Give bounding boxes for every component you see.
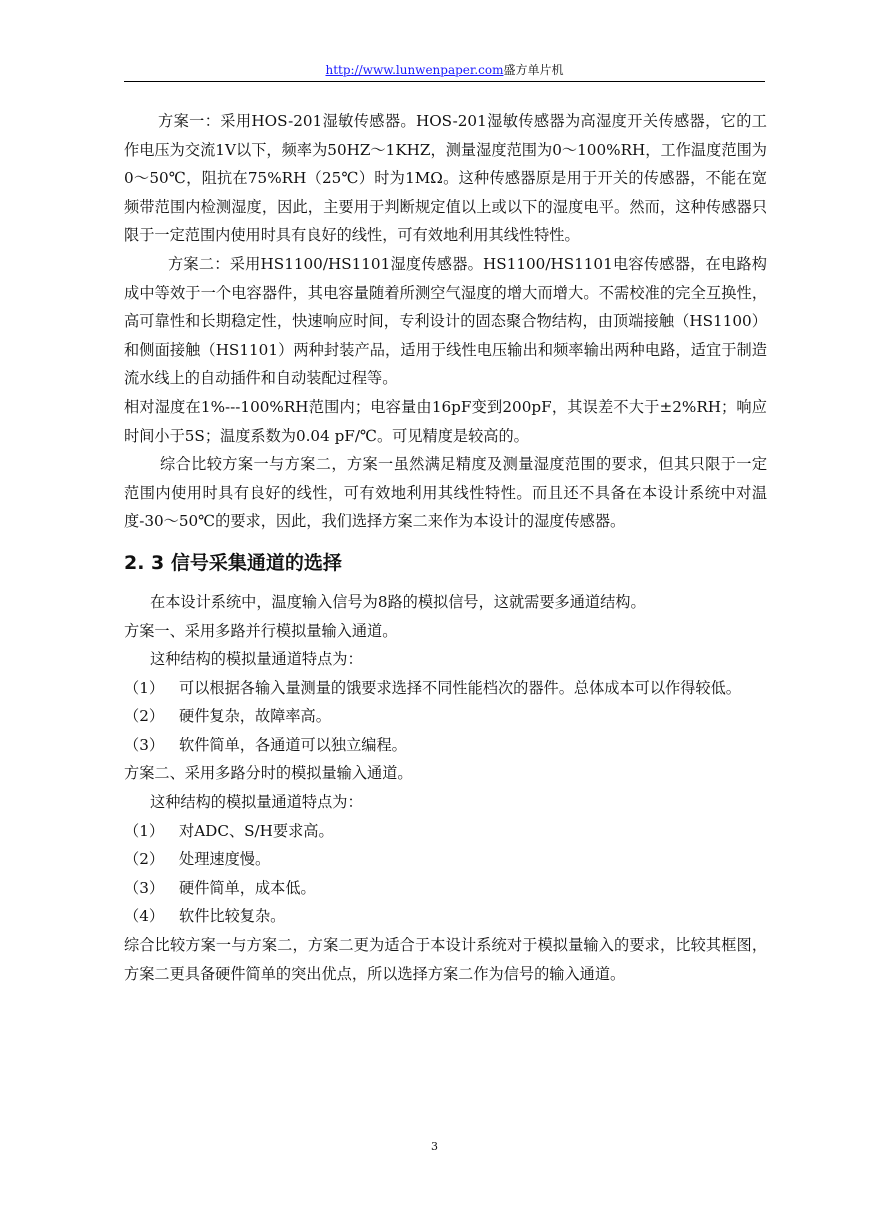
paragraph-scheme-one-humidity: 方案一：采用HOS-201湿敏传感器。HOS-201湿敏传感器为高湿度开关传感器，它的工作电压为交流1V以下，频率为50HZ～1KHZ，测量湿度范围为0～100%RH，工作温度范围为0～50℃，阻抗在75%RH（25℃）时为1MΩ。这种传感器原是用于开关的传感器，不能在宽频带范围内检测湿度，因此，主要用于判断规定值以上或以下的湿度电平。然而，这种传感器只限于一定范围内使用时具有良好的线性，可有效地利用其线性特性。 <box>124 112 767 245</box>
list-item-number: （4） <box>124 907 165 926</box>
list-item-text: 硬件简单，成本低。 <box>179 878 316 897</box>
list-item-text: 软件比较复杂。 <box>179 907 286 926</box>
list-item <box>124 874 767 903</box>
scheme-one-title: 方案一、采用多路并行模拟量输入通道。 <box>124 621 398 640</box>
list-item-text: 处理速度慢。 <box>179 850 271 869</box>
list-item-text: 对ADC、S/H要求高。 <box>179 821 334 840</box>
list-item-number: （3） <box>124 878 165 897</box>
list-item-number: （2） <box>124 707 165 726</box>
header-site-name: 盛方单片机 <box>503 63 564 77</box>
list-item <box>124 845 767 874</box>
paragraph-conclusion: 综合比较方案一与方案二，方案二更为适合于本设计系统对于模拟量输入的要求，比较其框图，方案二更具备硬件简单的突出优点，所以选择方案二作为信号的输入通道。 <box>124 936 767 983</box>
scheme-one-lead: 这种结构的模拟量通道特点为： <box>150 650 363 669</box>
section-heading: 2. 3 信号采集通道的选择 <box>124 551 342 574</box>
scheme-two-lead: 这种结构的模拟量通道特点为： <box>150 793 363 812</box>
list-item-text: 可以根据各输入量测量的饿要求选择不同性能档次的器件。总体成本可以作得较低。 <box>179 678 741 697</box>
document-body <box>124 107 767 988</box>
paragraph-humidity-specs: 相对湿度在1%---100%RH范围内；电容量由16pF变到200pF，其误差不大于±2%RH；响应时间小于5S；温度系数为0.04 pF/℃。可见精度是较高的。 <box>124 397 767 445</box>
page-number: 3 <box>431 1140 438 1153</box>
list-item-text: 硬件复杂，故障率高。 <box>179 707 331 726</box>
list-item-number: （3） <box>124 735 165 754</box>
list-item-number: （1） <box>124 821 165 840</box>
page-header <box>124 62 765 78</box>
list-item-number: （1） <box>124 678 165 697</box>
paragraph-scheme-two-humidity: 方案二：采用HS1100/HS1101湿度传感器。HS1100/HS1101电容传感器，在电路构成中等效于一个电容器件，其电容量随着所测空气湿度的增大而增大。不需校准的完全互换性，高可靠性和长期稳定性，快速响应时间，专利设计的固态聚合物结构，由顶端接触（HS1100）和侧面接触（HS1101）两种封装产品，适用于线性电压输出和频率输出两种电路，适宜于制造流水线上的自动插件和自动装配过程等。 <box>124 254 767 388</box>
scheme-two-title: 方案二、采用多路分时的模拟量输入通道。 <box>124 764 413 783</box>
list-item <box>124 817 767 846</box>
list-item <box>124 702 767 731</box>
paragraph-intro: 在本设计系统中，温度输入信号为8路的模拟信号，这就需要多通道结构。 <box>150 592 646 611</box>
header-url-link[interactable]: http://www.lunwenpaper.com <box>325 63 504 77</box>
list-item <box>124 731 767 760</box>
list-item-number: （2） <box>124 850 165 869</box>
list-item-text: 软件简单，各通道可以独立编程。 <box>179 735 407 754</box>
list-item <box>124 674 767 703</box>
paragraph-humidity-comparison: 综合比较方案一与方案二，方案一虽然满足精度及测量湿度范围的要求，但其只限于一定范围内使用时具有良好的线性，可有效地利用其线性特性。而且还不具备在本设计系统中对温度-30～50℃的要求，因此，我们选择方案二来作为本设计的湿度传感器。 <box>124 455 767 531</box>
list-item <box>124 902 767 931</box>
header-rule <box>124 81 765 82</box>
